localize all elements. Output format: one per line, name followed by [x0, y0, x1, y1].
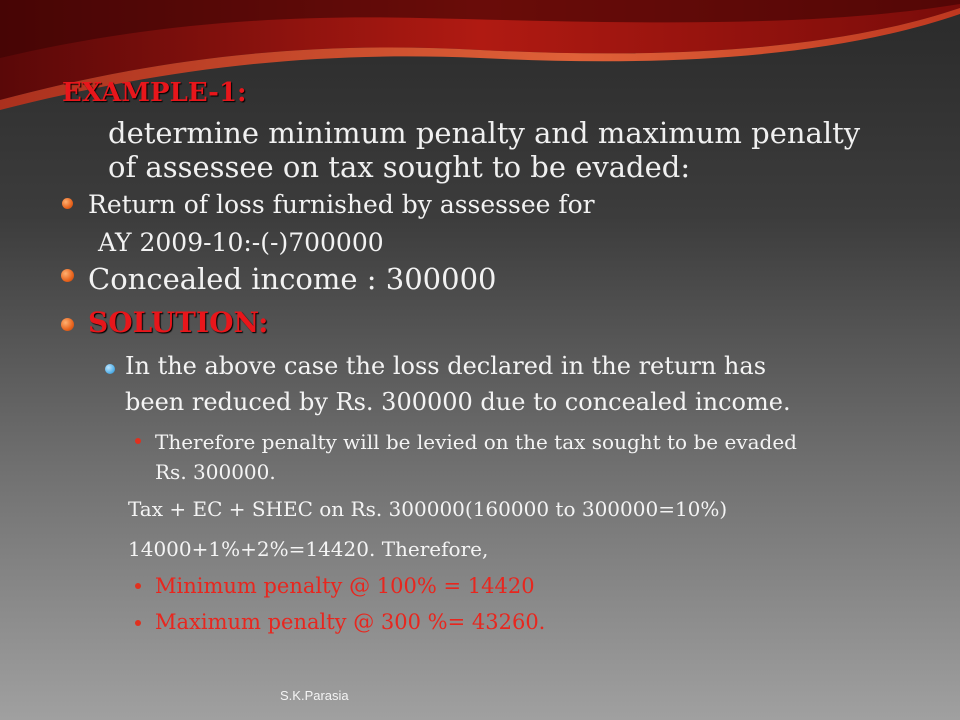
- concealed-income: Concealed income : 300000: [88, 262, 497, 296]
- orange-bullet-icon: [61, 318, 74, 331]
- tax-calculation-line-2: 14000+1%+2%=14420. Therefore,: [128, 537, 489, 561]
- red-bullet-icon: [135, 620, 141, 626]
- blue-bullet-icon: [105, 364, 115, 374]
- explanation-line-2: been reduced by Rs. 300000 due to concealed income.: [125, 388, 791, 416]
- explanation-line-1: In the above case the loss declared in the return has: [125, 352, 767, 380]
- maximum-penalty: Maximum penalty @ 300 %= 43260.: [155, 610, 546, 634]
- footer-author: S.K.Parasia: [280, 688, 349, 703]
- penalty-note-line-2: Rs. 300000.: [155, 460, 276, 484]
- return-of-loss-line-2: AY 2009-10:-(-)700000: [98, 228, 384, 257]
- intro-line-1: determine minimum penalty and maximum penalty: [108, 116, 861, 150]
- orange-bullet-icon: [62, 198, 73, 209]
- intro-line-2: of assessee on tax sought to be evaded:: [108, 150, 691, 184]
- red-bullet-icon: [135, 583, 141, 589]
- solution-heading: SOLUTION:: [88, 306, 269, 339]
- minimum-penalty: Minimum penalty @ 100% = 14420: [155, 574, 535, 598]
- red-bullet-icon: [135, 438, 141, 444]
- orange-bullet-icon: [61, 269, 74, 282]
- tax-calculation-line-1: Tax + EC + SHEC on Rs. 300000(160000 to 300000=10%): [128, 497, 728, 521]
- return-of-loss-line-1: Return of loss furnished by assessee for: [88, 190, 595, 219]
- penalty-note-line-1: Therefore penalty will be levied on the tax sought to be evaded: [155, 430, 797, 454]
- example-title: EXAMPLE-1:: [62, 78, 247, 108]
